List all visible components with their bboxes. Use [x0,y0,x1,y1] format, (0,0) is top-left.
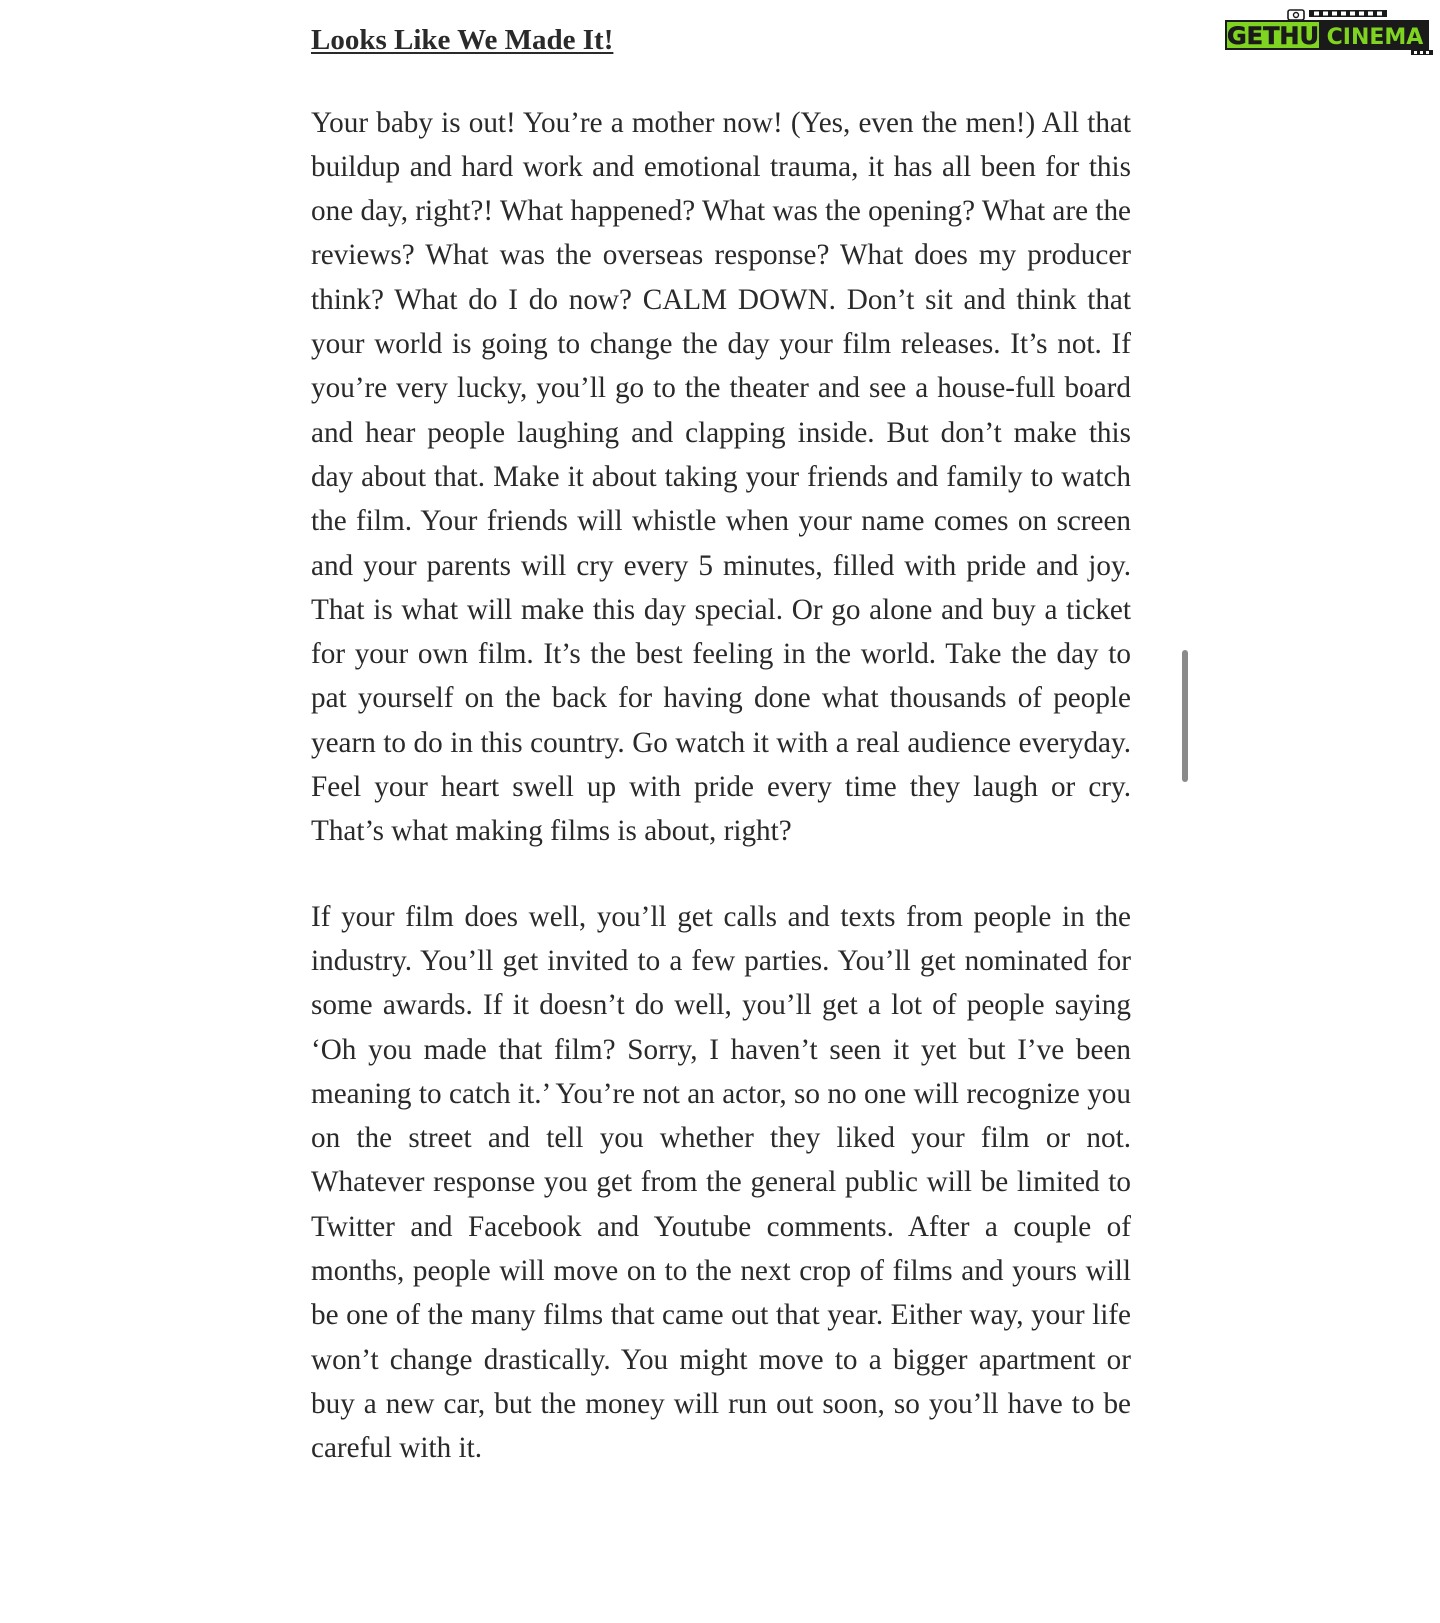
document-page [311,20,1131,1471]
vertical-scrollbar-thumb[interactable] [1182,650,1188,782]
logo-part2-text: CINEMA [1326,25,1424,50]
film-strip-top-icon [1309,10,1387,17]
camera-icon [1288,10,1304,20]
film-strip-bottom-icon [1411,50,1433,55]
paragraph-2: If your film does well, you’ll get calls and texts from people in the industry. You’ll get invited to a few parties. You’ll get nominated for some awards. If it doesn’t do well, you’ll get a lot of people saying ‘Oh you made that film? Sorry, I haven’t seen it yet but I’ve been meaning to catch it.’ You’re not an actor, so no one will recognize you on the street and tell you whether they liked your film or not. Whatever response you get from the general public will be limited to Twitter and Facebook and Youtube comments. After a couple of months, people will move on to the next crop of films and yours will be one of the many films that came out that year. Either way, your life won’t change drastically. You might move to a bigger apartment or buy a new car, but the money will run out soon, so you’ll have to be careful with it. [311,900,1131,1465]
gethu-cinema-logo [1225,8,1440,56]
logo-part1-text: GETHU [1226,22,1320,50]
document-title: Looks Like We Made It! [311,24,614,56]
paragraph-1: Your baby is out! You’re a mother now! (Yes, even the men!) All that buildup and hard work and emotional trauma, it has all been for this one day, right?! What happened? What was the opening? What are the reviews? What was the overseas response? What does my producer think? What do I do now? CALM DOWN. Don’t sit and think that your world is going to change the day your film releases. It’s not. If you’re very lucky, you’ll go to the theater and see a house-full board and hear people laughing and clapping inside. But don’t make this day about that. Make it about taking your friends and family to watch the film. Your friends will whistle when your name comes on screen and your parents will cry every 5 minutes, filled with pride and joy. That is what will make this day special. Or go alone and buy a ticket for your own film. It’s the best feeling in the world. Take the day to pat yourself on the back for having done what thousands of people yearn to do in this country. Go watch it with a real audience everyday. Feel your heart swell up with pride every time they laugh or cry. That’s what making films is about, right? [311,106,1131,848]
